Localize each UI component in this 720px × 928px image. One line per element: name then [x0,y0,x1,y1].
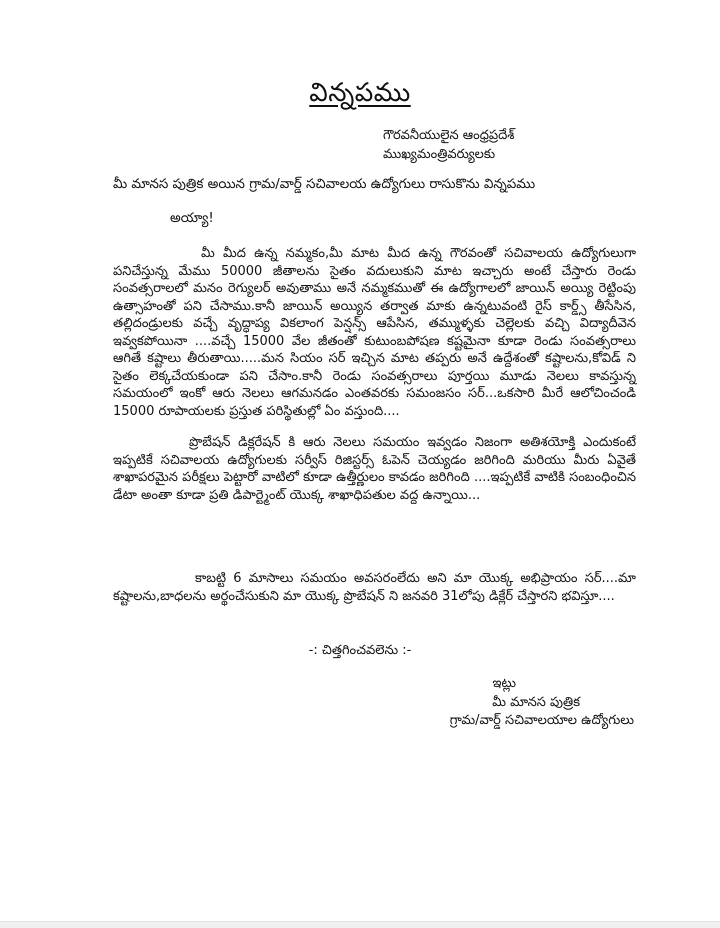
addressee-line: ముఖ్యమంత్రివర్యులకు [383,147,496,162]
salutation: అయ్యా! [170,211,214,226]
body-paragraph: కాబట్టి 6 మాసాలు సమయం అవసరంలేదు అని మా యొక్క అభిప్రాయం సర్....మా కష్టాలను,బాధలను అర్థంచేసుకుని మా యొక్క ప్రొబేషన్ ని జనవరి 31లోపు డిక్లేర్ చేస్తారని భవిస్తూ.... [113,571,636,604]
closing-line: -: చిత్తగించవలెను :- [308,643,412,658]
signature-block [450,675,634,731]
body-paragraph: ప్రొబేషన్ డిక్లరేషన్ కి ఆరు నెలలు సమయం ఇవ్వడం నిజంగా అతిశయోక్తి ఎందుకంటే ఇప్పటికే సచివాలయ ఉద్యోగులకు సర్వీస్ రిజిస్టర్స్ ఓపెన్ చెయ్యడం జరిగింది మరియు మీరు ఏవైతే శాఖాపరమైన పరీక్షలు పెట్టారో వాటిలో కూడా ఉత్తీర్ణులం కావడం జరిగింది ....ఇప్పటికే వాటికి సంబంధించిన డేటా అంతా కూడా ప్రతి డిపార్ట్మెంట్ యొక్క శాఖాధిపతుల వద్ద ఉన్నాయి... [113,435,636,503]
subject-line: మీ మానస పుత్రిక అయిన గ్రామ/వార్డ్ సచివాలయ ఉద్యోగులు రాసుకొను విన్నపము [113,177,536,192]
body-paragraph: మీ మీద ఉన్న నమ్మకం,మీ మాట మీద ఉన్న గౌరవంతో సచివాలయ ఉద్యోగులుగా పనిచేస్తున్న మేము 50000 జీతాలను సైతం వదులుకుని మాట ఇచ్చారు అంటే చేస్తారు రెండు సంవత్సరాలలో మనం రెగ్యులర్ అవుతాము అనే నమ్మకముతో ఈ ఉద్యోగాలలో జాయిన్ అయ్యి రెట్టింపు ఉత్సాహంతో పని చేసాము.కానీ జాయిన్ అయ్యిన తర్వాత మాకు ఉన్నటువంటి రైస్ కార్డ్స్ తీసేసిన, తల్లిదండ్రులకు వచ్చే వృద్ధాప్య వికలాంగ పెన్షన్స్ ఆపేసిన, తమ్ముళ్ళకు చెల్లెలకు వచ్చి విద్యాదీవెన ఇవ్వకపోయినా ....వచ్చే 15000 వేల జీతంతో కుటుంబపోషణ కష్టమైనా కూడా రెండు సంవత్సరాలు ఆగితే కష్టాలు తీరుతాయి.....మన సియం సర్ ఇచ్చిన మాట తప్పరు అనే ఉద్దేశంతో కష్టాలను,కోవిడ్ ని సైతం లెక్కచేయకుండా పని చేసాం.కానీ రెండు సంవత్సరాలు పూర్తయి మూడు నెలలు కావస్తున్న సమయంలో ఇంకో ఆరు నెలలు ఆగమనడం ఎంతవరకు సమంజసం సర్...ఒకసారి మీరే ఆలోచించండి 15000 రూపాయలకు ప్రస్తుత పరిస్థితుల్లో ఏం వస్తుంది.... [113,246,636,419]
document-title: విన్నపము [309,78,411,108]
page-bottom-edge [0,921,720,928]
signature-line: మీ మానస పుత్రిక [492,694,580,710]
signature-line: ఇట్లు [492,676,516,691]
addressee-line: గౌరవనీయులైన ఆంధ్రప్రదేశ్ [383,128,515,143]
addressee-block [383,126,514,164]
signature-line: గ్రామ/వార్డ్ సచివాలయాల ఉద్యోగులు [449,713,634,728]
